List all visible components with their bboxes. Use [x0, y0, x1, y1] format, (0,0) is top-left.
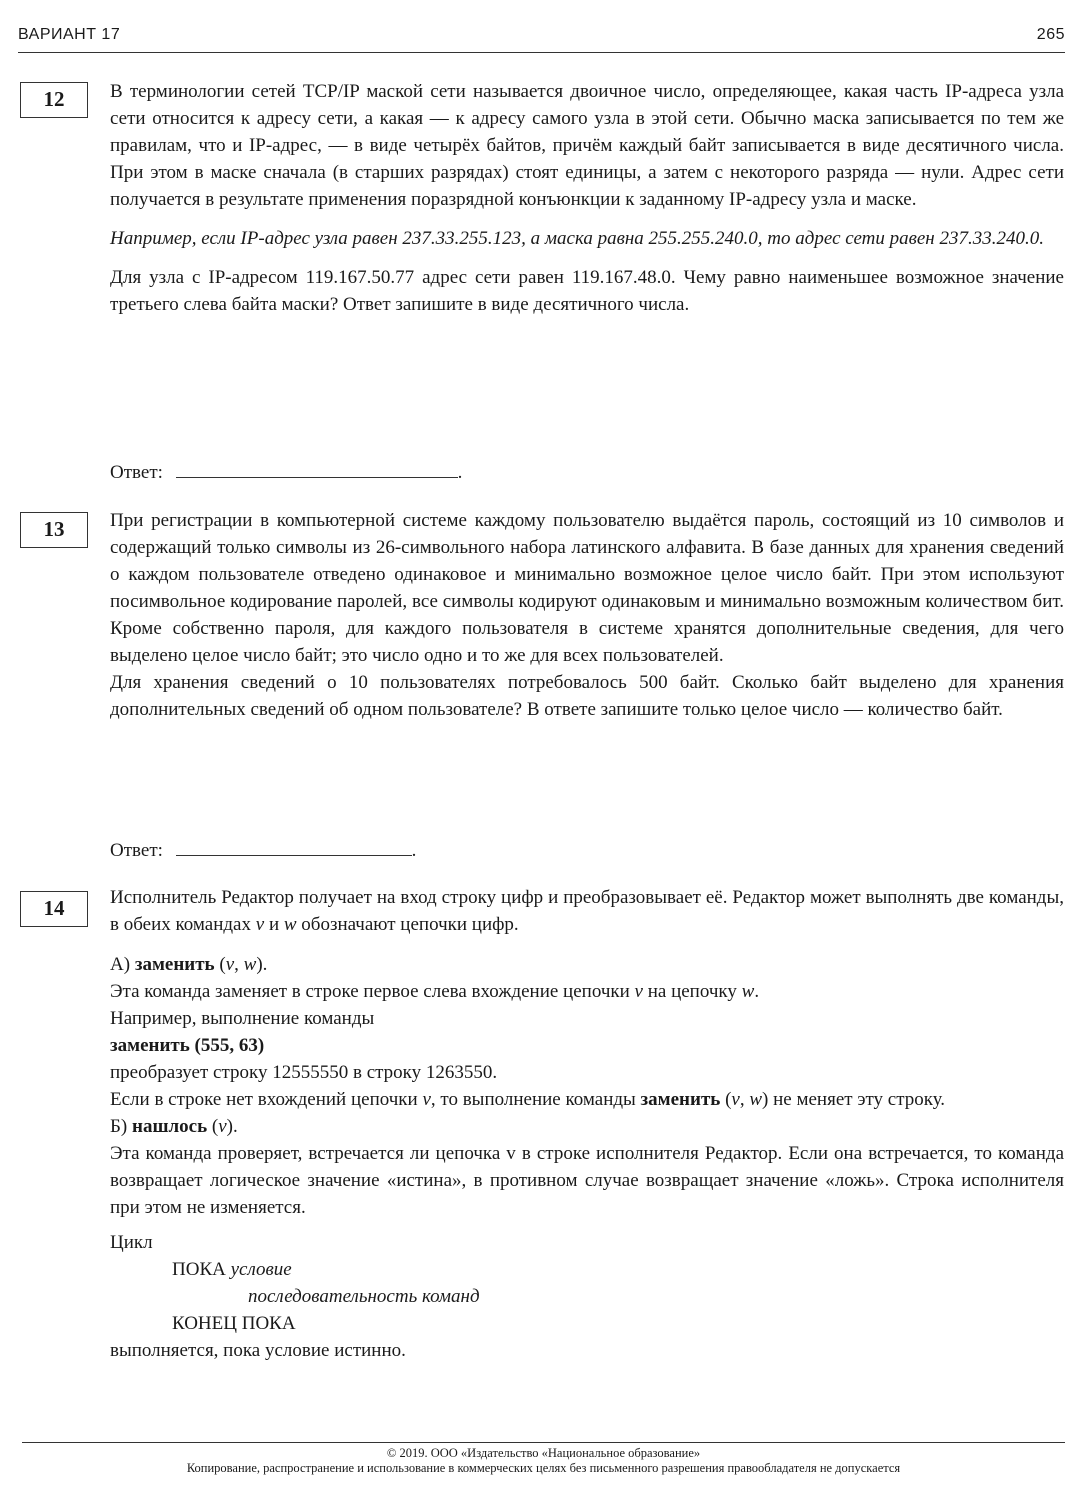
- answer-field[interactable]: [176, 457, 458, 478]
- command-name: заменить: [134, 954, 215, 975]
- label: (: [214, 954, 226, 975]
- task-12-example: Например, если IP-адрес узла равен 237.33.255.123, а маска равна 255.255.240.0, то адрес сети равен 237.33.240.0.: [110, 228, 1044, 249]
- text: .: [754, 981, 760, 1002]
- command-name: заменить: [640, 1089, 721, 1110]
- task-13: [110, 507, 1064, 723]
- var-w: w: [243, 954, 257, 975]
- task-12-answer: Ответ: .: [110, 457, 462, 486]
- text: , то выполнение команды: [430, 1089, 641, 1110]
- task-13-question: Для хранения сведений о 10 пользователях потребовалось 500 байт. Сколько байт выделено для хранения дополнительных сведений об одном пользователе? В ответе запишите только целое число — количество байт.: [110, 672, 1064, 720]
- example-command: [110, 1032, 1064, 1059]
- command-name: нашлось: [132, 1116, 208, 1137]
- var-v: v: [218, 1116, 227, 1137]
- intro-text: обозначают цепочки цифр.: [296, 914, 519, 935]
- intro-text: и: [264, 914, 284, 935]
- variant-label: ВАРИАНТ 17: [18, 26, 121, 43]
- example-intro: Например, выполнение команды: [110, 1008, 375, 1029]
- text: Эта команда заменяет в строке первое слева вхождение цепочки: [110, 981, 635, 1002]
- var-v: v: [634, 981, 643, 1002]
- label: (: [207, 1116, 219, 1137]
- page-number: 265: [1036, 26, 1065, 43]
- var-w: w: [283, 914, 297, 935]
- copy-notice: Копирование, распространение и использование в коммерческих целях без письменного разрешения правообладателя не допускается: [186, 1461, 901, 1475]
- while-line: [110, 1256, 1064, 1283]
- command-name: заменить: [110, 1035, 190, 1056]
- keyword: ПОКА: [172, 1259, 231, 1280]
- answer-label: Ответ:: [110, 462, 163, 483]
- task-12-text: В терминологии сетей TCP/IP маской сети называется двоичное число, определяющее, какая часть IP-адреса узла сети относится к адресу сети, а какая — к адресу самого узла в этой сети. Обычно маска записывается по тем же правилам, что и IP-адрес, — в виде четырёх байтов, причём каждый байт записывается в виде десятичного числа. При этом в маске сначала (в старших разрядах) стоят единицы, а затем с некоторого разряда — нули. Адрес сети получается в результате применения поразрядной конъюнкции к заданному IP-адресу узла и маске.: [110, 81, 1064, 210]
- text: ,: [739, 1089, 750, 1110]
- var-v: v: [225, 954, 235, 975]
- command-args: (555, 63): [189, 1035, 265, 1056]
- loop-tail: выполняется, пока условие истинно.: [110, 1340, 406, 1361]
- sequence-line: последовательность команд: [248, 1286, 480, 1307]
- var-w: w: [749, 1089, 763, 1110]
- text: ) не меняет эту строку.: [762, 1089, 946, 1110]
- task-12-number: 12: [20, 82, 88, 118]
- page-footer: [22, 1442, 1065, 1476]
- task-12-question: Для узла с IP-адресом 119.167.50.77 адрес сети равен 119.167.48.0. Чему равно наименьшее возможное значение третьего слева байта маски? Ответ запишите в виде десятичного числа.: [110, 267, 1064, 315]
- text: (: [720, 1089, 732, 1110]
- task-13-answer: Ответ: .: [110, 835, 416, 864]
- replace-description: [110, 978, 1064, 1005]
- label: Б): [110, 1116, 132, 1137]
- no-entry-rule: [110, 1086, 1064, 1113]
- answer-field[interactable]: [176, 835, 412, 856]
- example-result: преобразует строку 12555550 в строку 1263550.: [110, 1062, 498, 1083]
- var-v: v: [422, 1089, 431, 1110]
- command-a-heading: [110, 951, 1064, 978]
- task-14-number: 14: [20, 891, 88, 927]
- condition: условие: [230, 1259, 292, 1280]
- var-v: v: [255, 914, 265, 935]
- command-b-heading: [110, 1113, 1064, 1140]
- label: ,: [234, 954, 244, 975]
- end-while-line: КОНЕЦ ПОКА: [172, 1313, 296, 1334]
- task-13-number: 13: [20, 512, 88, 548]
- answer-label: Ответ:: [110, 840, 163, 861]
- task-13-text: При регистрации в компьютерной системе каждому пользователю выдаётся пароль, состоящий из 10 символов и содержащий только символы из 26-символьного набора латинского алфавита. В базе данных для хранения сведений о каждом пользователе отведено одинаковое и минимально возможное целое число байт. При этом используют посимвольное кодирование паролей, все символы кодируют одинаковым и минимально возможным количеством бит. Кроме собственно пароля, для каждого пользователя в системе хранятся дополнительные сведения, для чего выделено целое число байт; это число одно и то же для всех пользователей.: [110, 510, 1064, 666]
- intro-text: Исполнитель Редактор получает на вход строку цифр и преобразовывает её. Редактор может выполнять две команды, в обеих командах: [110, 887, 1064, 935]
- loop-label: Цикл: [110, 1232, 153, 1253]
- label: А): [110, 954, 135, 975]
- page-header: [18, 22, 1065, 53]
- var-v: v: [731, 1089, 740, 1110]
- label: ).: [226, 1116, 238, 1137]
- task-14-intro: [110, 884, 1064, 938]
- text: Если в строке нет вхождений цепочки: [110, 1089, 423, 1110]
- task-12: [110, 78, 1064, 318]
- found-description: Эта команда проверяет, встречается ли цепочка v в строке исполнителя Редактор. Если она встречается, то команда возвращает логическое значение «истина», в противном случае возвращает значение «ложь». Строка исполнителя при этом не изменяется.: [110, 1143, 1064, 1218]
- var-w: w: [741, 981, 755, 1002]
- copyright: © 2019. ООО «Издательство «Национальное образование»: [386, 1446, 701, 1460]
- label: ).: [256, 954, 268, 975]
- task-14: [110, 884, 1064, 1364]
- text: на цепочку: [642, 981, 742, 1002]
